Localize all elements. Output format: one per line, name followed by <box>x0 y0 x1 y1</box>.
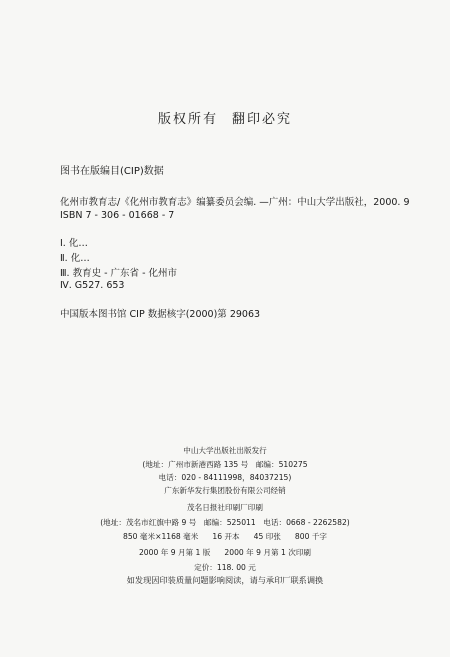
cip-index-item: Ⅳ. G527. 653 <box>60 280 125 291</box>
edition: 2000 年 9 月第 1 版 <box>138 548 211 557</box>
distributor-line: 广东新华发行集团股份有限公司经销 <box>164 486 286 495</box>
format-size: 16 开本 <box>212 532 240 541</box>
printer-line: 茂名日报社印刷厂印刷 <box>187 503 263 512</box>
isbn-line: ISBN 7 - 306 - 01668 - 7 <box>60 210 175 221</box>
no-reprint-text: 翻印必究 <box>232 112 293 127</box>
cip-index-item: Ⅰ. 化… <box>60 238 88 249</box>
publisher-phone: 电话：020 - 84111998，84037215) <box>158 473 292 482</box>
cip-index-item: Ⅱ. 化… <box>60 253 90 264</box>
edition-line <box>0 547 450 558</box>
printing: 2000 年 9 月第 1 次印刷 <box>224 548 312 557</box>
sheet-count: 45 印张 <box>253 532 281 541</box>
cip-heading: 图书在版编目(CIP)数据 <box>60 166 164 177</box>
price-line: 定价：118. 00 元 <box>194 563 256 572</box>
copyright-notice <box>0 108 450 127</box>
cip-record-line: 化州市教育志/《化州市教育志》编纂委员会编. —广州：中山大学出版社，2000. 9 <box>60 197 410 208</box>
publisher-line: 中山大学出版社出版发行 <box>183 446 267 455</box>
cip-index-item: Ⅲ. 教育史 - 广东省 - 化州市 <box>60 268 178 279</box>
format-specs <box>0 531 450 542</box>
quality-notice: 如发现因印装质量问题影响阅读，请与承印厂联系调换 <box>126 575 324 585</box>
word-count: 800 千字 <box>294 532 328 541</box>
paper-size: 850 毫米×1168 毫米 <box>122 532 199 541</box>
cip-approval-number: 中国版本图书馆 CIP 数据核字(2000)第 29063 <box>60 309 261 320</box>
copyright-text: 版权所有 <box>157 112 218 127</box>
printer-address: (地址：茂名市红旗中路 9 号 邮编：525011 电话：0668 - 2262582) <box>100 518 350 527</box>
publisher-address: (地址：广州市新港西路 135 号 邮编：510275 <box>142 460 308 469</box>
